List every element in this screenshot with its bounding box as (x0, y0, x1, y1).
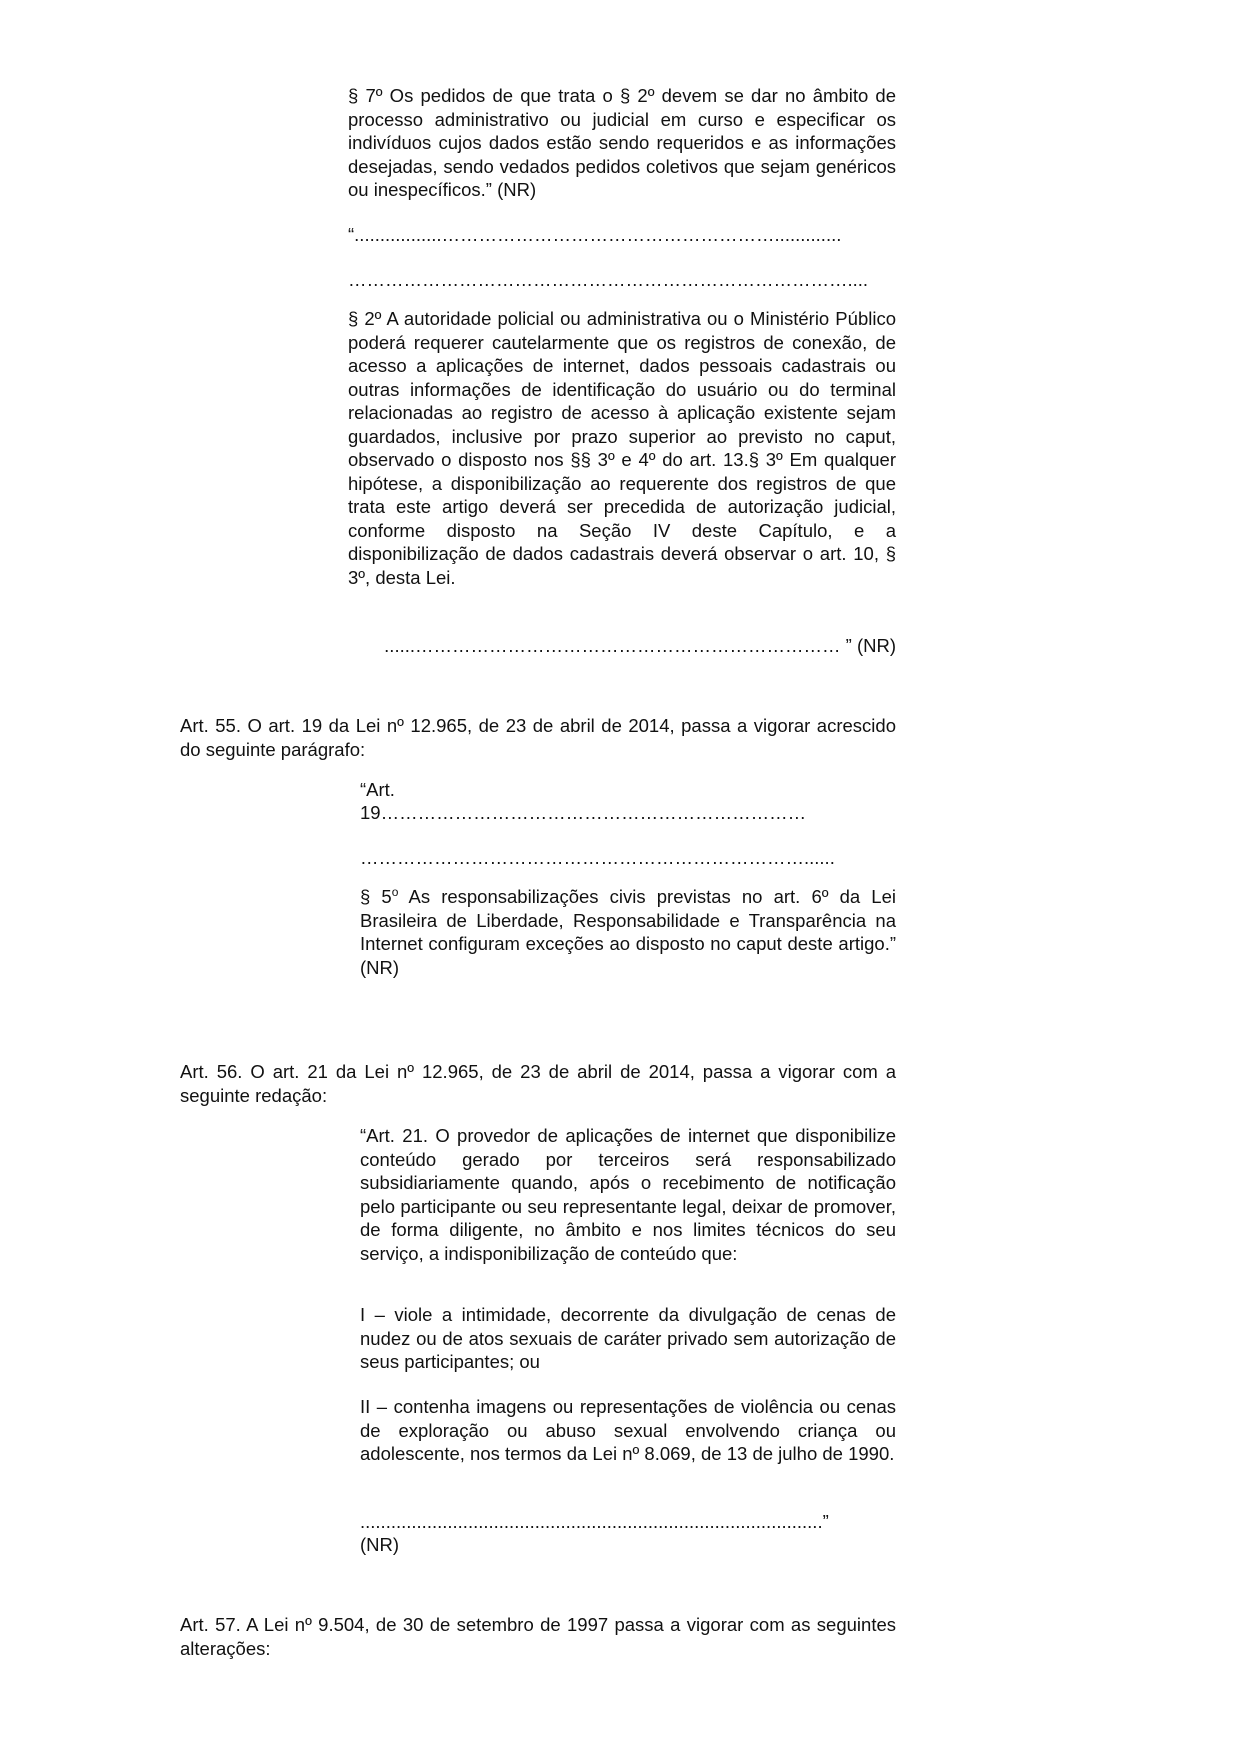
art-19-line: 19…………………………………………………………… (360, 802, 807, 823)
paragraph-2: § 2º A autoridade policial ou administrativa ou o Ministério Público poderá requerer cautelarmente que os registros de conexão, de acesso a aplicações de internet, dados pessoais cadastrais ou outras informações de identificação do usuário ou do terminal relacionadas ao registro de acesso à aplicação existente sejam guardados, inclusive por prazo superior ao previsto no caput, observado o disposto nos §§ 3º e 4º do art. 13.§ 3º Em qualquer hipótese, a disponibilização ao requerente dos registros de que trata este artigo deverá ser precedida de autorização judicial, conforme disposto na Seção IV deste Capítulo, e a disponibilização de dados cadastrais deverá observar o art. 10, § 3º, desta Lei. (348, 308, 896, 588)
inciso-1: I – viole a intimidade, decorrente da divulgação de cenas de nudez ou de atos sexuais de caráter privado sem autorização de seus participantes; ou (360, 1304, 896, 1372)
article-55: Art. 55. O art. 19 da Lei nº 12.965, de 23 de abril de 2014, passa a vigorar acrescido do seguinte parágrafo: (180, 715, 896, 760)
ellipsis-line-open: “.................………………………………………………............. (348, 224, 842, 245)
ellipsis-line-close-3: ..........................................................................................” (360, 1511, 829, 1532)
inciso-2: II – contenha imagens ou representações de violência ou cenas de exploração ou abuso sexual envolvendo criança ou adolescente, nos termos da Lei nº 8.069, de 13 de julho de 1990. (360, 1396, 896, 1464)
article-56: Art. 56. O art. 21 da Lei nº 12.965, de 23 de abril de 2014, passa a vigorar com a seguinte redação: (180, 1061, 896, 1106)
article-57: Art. 57. A Lei nº 9.504, de 30 de setembro de 1997 passa a vigorar com as seguintes alterações: (180, 1614, 896, 1659)
paragraph-5 (360, 885, 896, 979)
ellipsis-line-close-nr: ......…………………………………………………………… ” (NR) (384, 635, 896, 656)
nr-marker: (NR) (360, 1534, 400, 1555)
paragraph-5-text: As responsabilizações civis previstas no art. 6º da Lei Brasileira de Liberdade, Responsabilidade e Transparência na Internet configuram exceções ao disposto no caput deste artigo.” (NR) (360, 886, 896, 978)
paragraph-5-superscript: o (391, 884, 399, 899)
art-19-head: “Art. (360, 779, 395, 800)
paragraph-7: § 7º Os pedidos de que trata o § 2º devem se dar no âmbito de processo administrativo ou judicial em curso e especificar os indivíduos cujos dados estão sendo requeridos e as informações desejadas, sendo vedados pedidos coletivos que sejam genéricos ou inespecíficos.” (NR) (348, 85, 896, 200)
paragraph-5-mark: § 5 (360, 886, 392, 907)
ellipsis-line: ……………………………………………………………………….... (348, 269, 869, 290)
ellipsis-line-2: ………………………………………………………………...... (360, 847, 835, 868)
art-21: “Art. 21. O provedor de aplicações de internet que disponibilize conteúdo gerado por terceiros será responsabilizado subsidiariamente quando, após o recebimento de notificação pelo participante ou seu representante legal, deixar de promover, de forma diligente, no âmbito e nos limites técnicos do seu serviço, a indisponibilização de conteúdo que: (360, 1125, 896, 1264)
